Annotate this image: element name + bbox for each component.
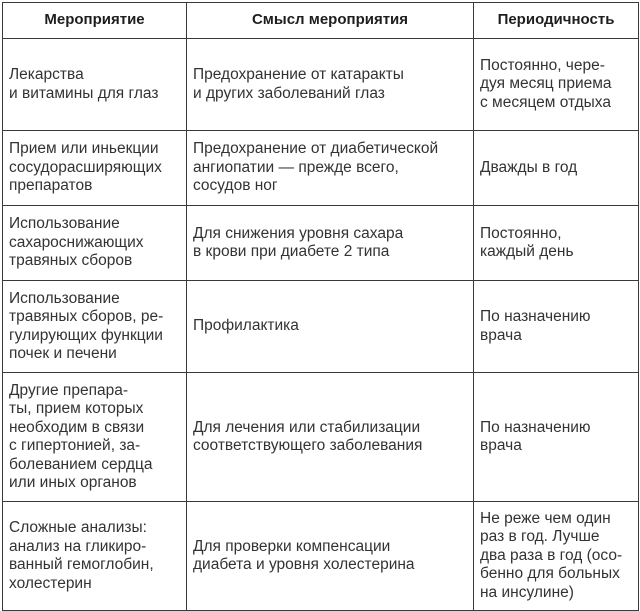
table-header bbox=[3, 3, 639, 39]
event-cell: Использование сахароснижающих травяных сборов bbox=[3, 206, 187, 281]
table-row bbox=[3, 39, 639, 131]
table-row bbox=[3, 131, 639, 206]
event-cell: Сложные анализы: анализ на гликиро- ванный гемоглобин, холестерин bbox=[3, 502, 187, 611]
frequency-cell: По назначению врача bbox=[474, 373, 639, 502]
purpose-cell: Для лечения или стабилизации соответствующего заболевания bbox=[187, 373, 474, 502]
header-row bbox=[3, 3, 639, 39]
frequency-cell: Постоянно, чере- дуя месяц приема с месяцем отдыха bbox=[474, 39, 639, 131]
frequency-cell: Дважды в год bbox=[474, 131, 639, 206]
header-frequency: Периодичность bbox=[474, 3, 639, 39]
frequency-cell: Постоянно, каждый день bbox=[474, 206, 639, 281]
event-cell: Другие препара- ты, прием которых необходим в связи с гипертонией, за- болеванием сердца или иных органов bbox=[3, 373, 187, 502]
purpose-cell: Профилактика bbox=[187, 281, 474, 373]
purpose-cell: Предохранение от диабетической ангиопатии — прежде всего, сосудов ног bbox=[187, 131, 474, 206]
header-event: Мероприятие bbox=[3, 3, 187, 39]
header-purpose: Смысл мероприятия bbox=[187, 3, 474, 39]
event-cell: Лекарства и витамины для глаз bbox=[3, 39, 187, 131]
event-cell: Прием или иньекции сосудорасширяющих препаратов bbox=[3, 131, 187, 206]
schedule-table bbox=[2, 2, 639, 611]
table-row bbox=[3, 373, 639, 502]
table-row bbox=[3, 281, 639, 373]
purpose-cell: Предохранение от катаракты и других заболеваний глаз bbox=[187, 39, 474, 131]
event-cell: Использование травяных сборов, ре- гулирующих функции почек и печени bbox=[3, 281, 187, 373]
frequency-cell: Не реже чем один раз в год. Лучше два раза в год (осо- бенно для больных на инсулине) bbox=[474, 502, 639, 611]
table-row bbox=[3, 502, 639, 611]
frequency-cell: По назначению врача bbox=[474, 281, 639, 373]
table-row bbox=[3, 206, 639, 281]
table-body bbox=[3, 39, 639, 611]
purpose-cell: Для снижения уровня сахара в крови при диабете 2 типа bbox=[187, 206, 474, 281]
purpose-cell: Для проверки компенсации диабета и уровня холестерина bbox=[187, 502, 474, 611]
